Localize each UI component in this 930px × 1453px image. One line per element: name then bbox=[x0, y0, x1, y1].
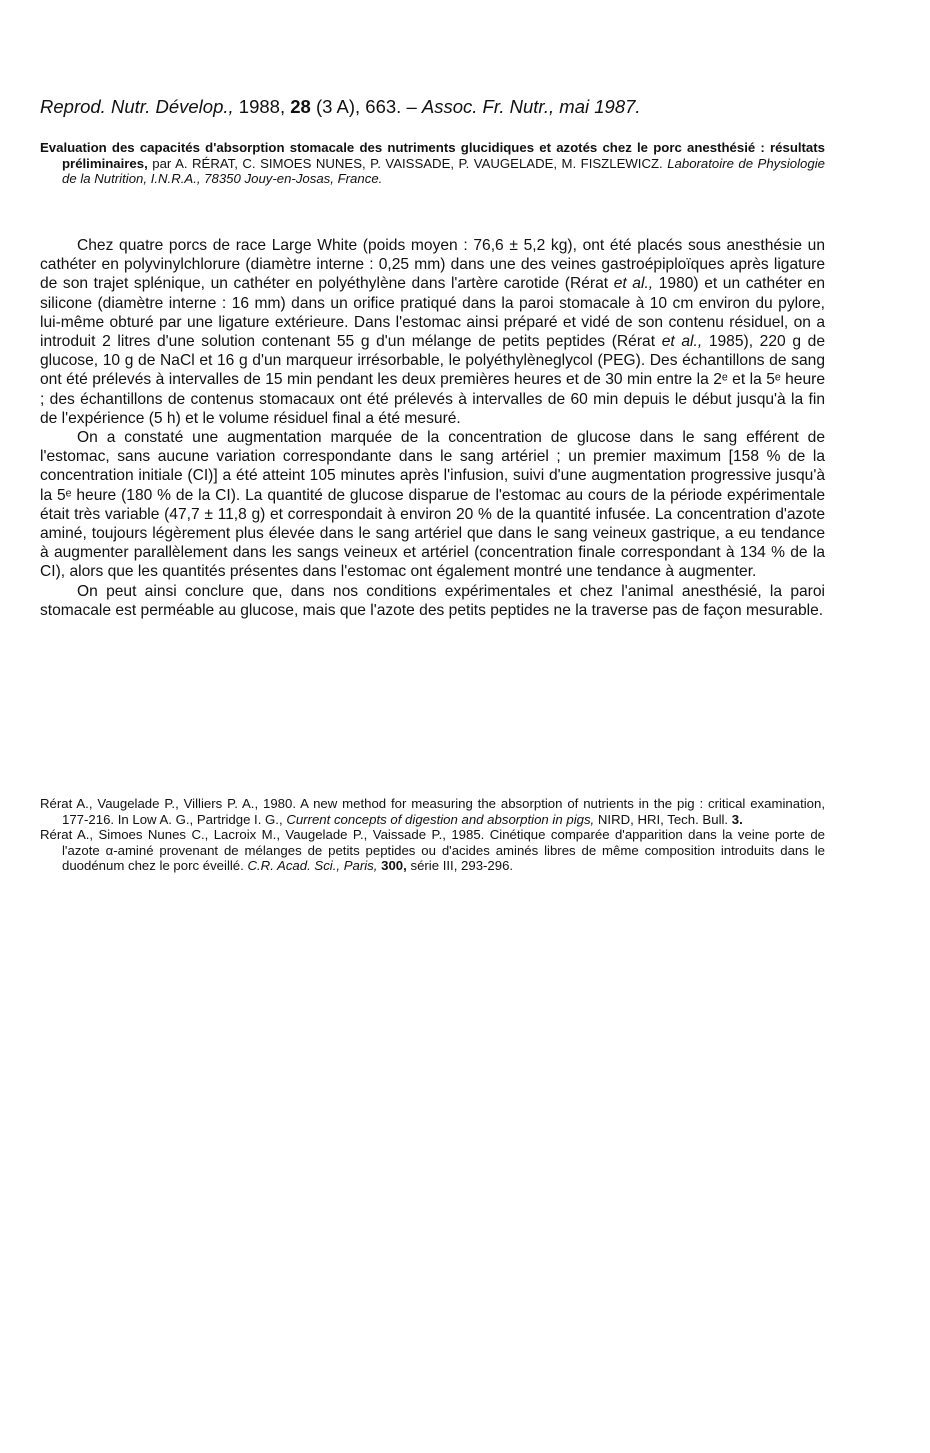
reference-1-number: 3. bbox=[731, 811, 743, 827]
article-heading bbox=[40, 140, 825, 187]
reference-2 bbox=[40, 827, 825, 874]
reference-1-book-title: Current concepts of digestion and absorption in pigs, bbox=[286, 811, 595, 827]
references bbox=[40, 796, 825, 874]
reference-1-text: Rérat A., Vaugelade P., Villiers P. A., 1980. A new method for measuring the absorption of nutrients in the pig : critical examination, 177-216. In Low A. G., Partridge I. G., bbox=[40, 796, 825, 827]
journal-issue-pages: (3 A), 663. – bbox=[315, 96, 417, 117]
reference-1-publisher: NIRD, HRI, Tech. Bull. bbox=[597, 811, 729, 827]
article-heading-paragraph bbox=[40, 140, 825, 187]
journal-source: Reprod. Nutr. Dévelop., bbox=[40, 96, 234, 117]
paragraph-methods-part-1: Chez quatre porcs de race Large White (poids moyen : 76,6 ± 5,2 kg), ont été placés sous anesthésie un cathéter en polyvinylchlorure (diamètre interne : 0,25 mm) dans une des veines gastroépiploïques après ligature de son trajet splénique, un cathéter en polyéthylène dans l'artère carotide (Rérat bbox=[40, 237, 825, 293]
paragraph-conclusion: On peut ainsi conclure que, dans nos conditions expérimentales et chez l'animal anesthésié, la paroi stomacale est perméable au glucose, mais que l'azote des petits peptides ne la traverse pas de façon mesurable. bbox=[40, 582, 825, 619]
article-title: Evaluation des capacités d'absorption stomacale des nutriments glucidiques et azotés chez le porc anesthésié : résultats préliminaires, bbox=[40, 140, 825, 171]
journal-header bbox=[40, 96, 825, 118]
paragraph-methods-part-3: 1985), 220 g de glucose, 10 g de NaCl et 16 g d'un marqueur irrésorbable, le polyéthylèneglycol (PEG). Des échantillons de sang ont été prélevés à intervalles de 15 min pendant les deux premières heures et de 30 min entre la 2ᵉ et la 5ᵉ heure ; des échantillons de contenus stomacaux ont été prélevés à intervalles de 60 min depuis le début jusqu'à la fin de l'expérience (5 h) et le volume résiduel final a été mesuré. bbox=[40, 333, 826, 427]
journal-year: 1988, bbox=[238, 96, 286, 117]
journal-volume: 28 bbox=[290, 96, 311, 117]
et-al-1: et al., bbox=[613, 275, 654, 293]
article-authors: A. RÉRAT, C. SIMOES NUNES, P. VAISSADE, P. VAUGELADE, M. FISZLEWICZ. bbox=[175, 155, 663, 171]
paragraph-results: On a constaté une augmentation marquée de la concentration de glucose dans le sang efférent de l'estomac, sans aucune variation correspondante dans le sang artériel ; un premier maximum [158 % de la concentration initiale (CI)] a été atteint 105 minutes après l'infusion, suivi d'une augmentation progressive jusqu'à la 5ᵉ heure (180 % de la CI). La quantité de glucose disparue de l'estomac au cours de la période expérimentale était très variable (47,7 ± 11,8 g) et correspondait à environ 20 % de la quantité infusée. La concentration d'azote aminé, toujours légèrement plus élevée dans le sang artériel que dans le sang veineux gastrique, a eu tendance à augmenter parallèlement dans les sangs veineux et artériel (concentration finale correspondant à 134 % de la CI), alors que les quantités présentes dans l'estomac ont également montré une tendance à augmenter. bbox=[40, 429, 825, 581]
article-body bbox=[40, 236, 825, 620]
journal-meeting: Assoc. Fr. Nutr., mai 1987. bbox=[421, 96, 641, 117]
reference-1 bbox=[40, 796, 825, 827]
reference-2-pages: série III, 293-296. bbox=[410, 858, 514, 873]
paragraph-methods-part-2: 1980) et un cathéter en silicone (diamètre interne : 16 mm) dans un orifice pratiqué dans la paroi stomacale à 10 cm environ du pylore, lui-même obturé par une ligature extérieure. Dans l'estomac ainsi préparé et vidé de son contenu résiduel, on a introduit 2 litres d'une solution contenant 55 g d'un mélange de petits peptides (Rérat bbox=[40, 275, 825, 351]
paragraph-methods bbox=[40, 236, 825, 428]
authors-prefix: par bbox=[152, 155, 172, 171]
reference-2-text: Rérat A., Simoes Nunes C., Lacroix M., Vaugelade P., Vaissade P., 1985. Cinétique comparée d'apparition dans la veine porte de l'azote α-aminé provenant de mélanges de petits peptides ou d'acides aminés libres de même composition introduits dans le duodénum chez le porc éveillé. bbox=[40, 827, 825, 873]
article-affiliation: Laboratoire de Physiologie de la Nutrition, I.N.R.A., 78350 Jouy-en-Josas, France. bbox=[62, 155, 825, 186]
reference-2-journal: C.R. Acad. Sci., Paris, bbox=[247, 858, 378, 873]
et-al-2: et al., bbox=[661, 333, 703, 351]
reference-2-volume: 300, bbox=[381, 858, 407, 873]
